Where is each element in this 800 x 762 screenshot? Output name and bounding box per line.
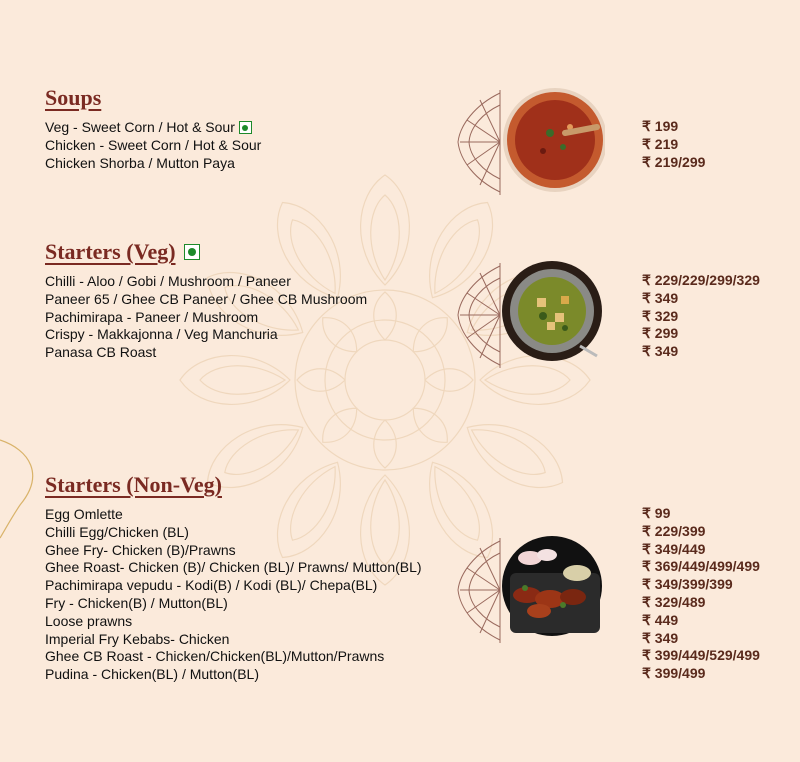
item-price: ₹ 299: [642, 325, 679, 342]
veg-mark-icon: [239, 121, 252, 134]
menu-item: [45, 666, 422, 684]
paneer-dish-image: [455, 258, 605, 373]
starters-veg-prices: [642, 272, 760, 361]
menu-item: [45, 155, 261, 173]
item-price: ₹ 219/299: [642, 153, 706, 170]
item-price: ₹ 219: [642, 135, 679, 152]
item-price: ₹ 329: [642, 307, 679, 324]
item-name: Fry - Chicken(B) / Mutton(BL): [45, 594, 228, 611]
item-price: ₹ 329/489: [642, 593, 706, 610]
item-name: Imperial Fry Kebabs- Chicken: [45, 630, 230, 647]
menu-item: [45, 648, 422, 666]
starters-veg-section: [45, 239, 367, 362]
item-name: Crispy - Makkajonna / Veg Manchuria: [45, 326, 278, 343]
item-price: ₹ 199: [642, 118, 679, 134]
starters-nonveg-items: [45, 506, 422, 684]
item-name: Veg - Sweet Corn / Hot & Sour: [45, 119, 235, 135]
menu-item: [45, 577, 422, 595]
item-price: ₹ 399/499: [642, 665, 706, 682]
item-name: Pachimirapa vepudu - Kodi(B) / Kodi (BL)/ Chepa(BL): [45, 577, 378, 594]
menu-item: [45, 595, 422, 613]
item-name: Egg Omlette: [45, 506, 123, 522]
item-name: Ghee CB Roast - Chicken/Chicken(BL)/Mutton/Prawns: [45, 648, 385, 665]
menu-item: [45, 119, 261, 137]
item-price: ₹ 349/449: [642, 540, 706, 557]
item-name: Chilli Egg/Chicken (BL): [45, 523, 189, 540]
item-price: ₹ 349: [642, 343, 679, 360]
menu-item: [45, 344, 367, 362]
item-name: Pudina - Chicken(BL) / Mutton(BL): [45, 666, 259, 683]
item-price: ₹ 349/399/399: [642, 576, 733, 593]
item-name: Chilli - Aloo / Gobi / Mushroom / Paneer: [45, 273, 291, 289]
starters-nonveg-heading: [45, 472, 422, 498]
menu-item: [45, 559, 422, 577]
starters-nonveg-prices: [642, 505, 760, 683]
item-name: Panasa CB Roast: [45, 344, 157, 361]
menu-item: [45, 137, 261, 155]
soups-section: [45, 85, 261, 172]
menu-item: [45, 273, 367, 291]
item-name: Chicken Shorba / Mutton Paya: [45, 154, 235, 171]
item-name: Paneer 65 / Ghee CB Paneer / Ghee CB Mushroom: [45, 290, 368, 307]
soups-title: Soups: [45, 85, 102, 110]
item-name: Ghee Roast- Chicken (B)/ Chicken (BL)/ Prawns/ Mutton(BL): [45, 559, 422, 576]
starters-nonveg-section: [45, 472, 422, 684]
item-price: ₹ 449: [642, 611, 679, 628]
starters-nonveg-title: Starters (Non-Veg): [45, 472, 222, 497]
soup-bowl-image: [455, 85, 605, 200]
item-price: ₹ 229/229/299/329: [642, 272, 760, 288]
item-price: ₹ 369/449/499/499: [642, 558, 760, 575]
soups-items: [45, 119, 261, 172]
chicken-fry-image: [455, 533, 605, 648]
item-price: ₹ 349: [642, 629, 679, 646]
item-name: Chicken - Sweet Corn / Hot & Sour: [45, 136, 262, 153]
menu-item: [45, 542, 422, 560]
starters-veg-items: [45, 273, 367, 362]
item-price: ₹ 229/399: [642, 522, 706, 539]
menu-item: [45, 309, 367, 327]
item-price: ₹ 99: [642, 505, 671, 521]
menu-item: [45, 631, 422, 649]
item-price: ₹ 399/449/529/499: [642, 647, 760, 664]
item-name: Ghee Fry- Chicken (B)/Prawns: [45, 541, 236, 558]
starters-veg-heading: [45, 239, 367, 265]
menu-item: [45, 524, 422, 542]
starters-veg-title: Starters (Veg): [45, 239, 176, 264]
soups-heading: [45, 85, 261, 111]
item-name: Pachimirapa - Paneer / Mushroom: [45, 308, 259, 325]
item-price: ₹ 349: [642, 289, 679, 306]
menu-item: [45, 326, 367, 344]
menu-item: [45, 291, 367, 309]
item-name: Loose prawns: [45, 612, 133, 629]
menu-item: [45, 506, 422, 524]
menu-item: [45, 613, 422, 631]
soups-prices: [642, 118, 705, 171]
veg-mark-icon: [184, 244, 200, 260]
